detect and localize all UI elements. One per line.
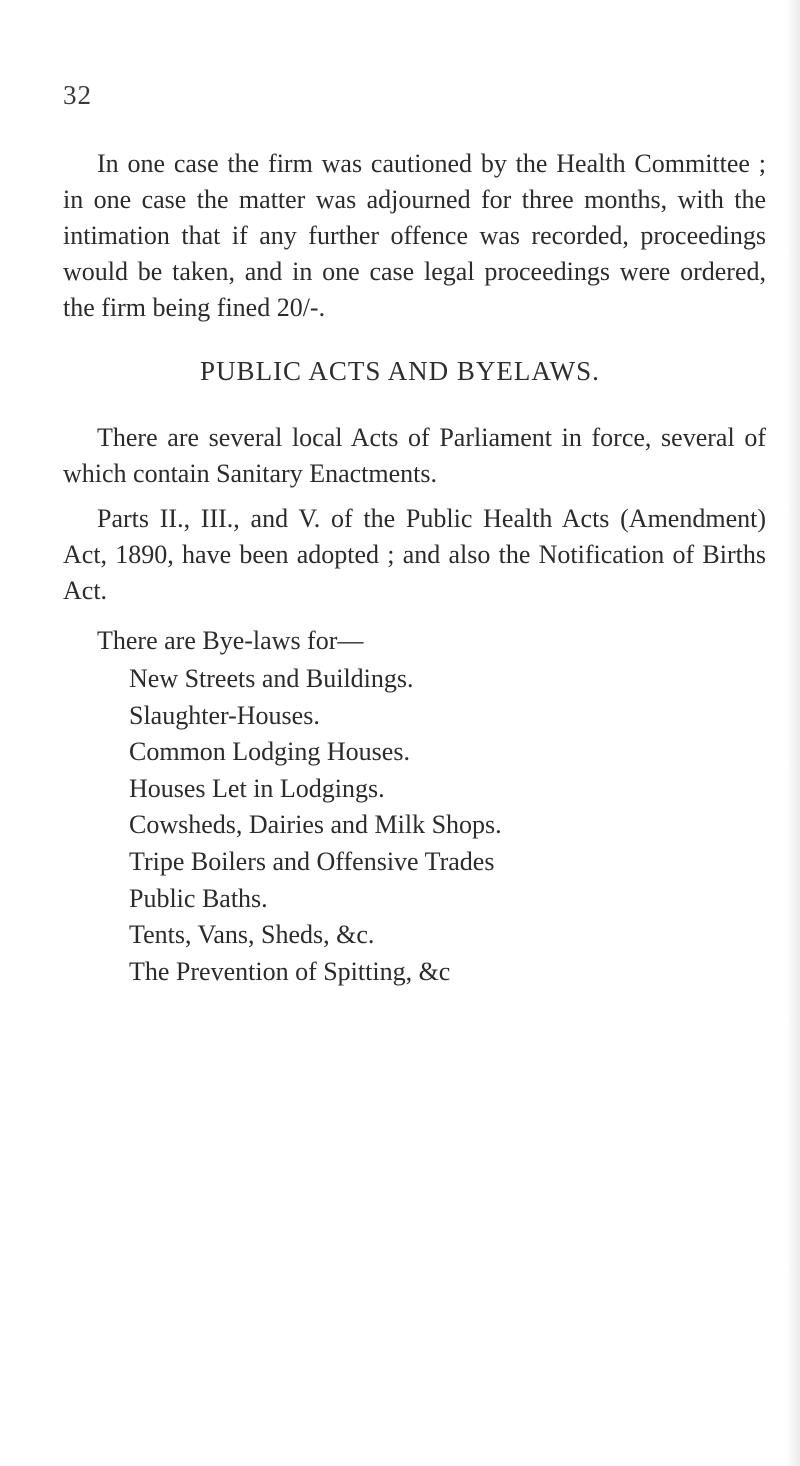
list-item: Cowsheds, Dairies and Milk Shops. <box>129 810 502 840</box>
list-item: The Prevention of Spitting, &c <box>129 956 451 986</box>
list-item: Houses Let in Lodgings. <box>129 773 385 803</box>
list-item: Public Baths. <box>129 883 268 913</box>
list-item: Tripe Boilers and Offensive Trades <box>129 846 495 876</box>
page-number: 32 <box>63 80 92 110</box>
scan-edge <box>786 0 800 1466</box>
list-item: New Streets and Buildings. <box>129 664 414 693</box>
paragraph-public-health-acts <box>63 501 766 609</box>
section-heading: PUBLIC ACTS AND BYELAWS. <box>200 356 600 386</box>
list-item: Slaughter-Houses. <box>129 700 320 730</box>
list-item: Common Lodging Houses. <box>129 737 410 767</box>
list-item: Tents, Vans, Sheds, &c. <box>129 920 375 950</box>
paragraph-text: In one case the firm was cautioned by the Health Committee ; in one case the matter was adjourned for three months, with the intimation that if any further offence was recorded, proceedings would be taken, and in one case legal proceedings were ordered, the firm being fined 20/-. <box>63 149 766 322</box>
paragraph-firm-cautioned <box>63 146 766 326</box>
byelaws-list <box>129 661 502 990</box>
paragraph-local-acts <box>63 420 766 492</box>
byelaws-intro: There are Bye-laws for— <box>97 626 364 655</box>
paragraph-text: There are several local Acts of Parliament in force, several of which contain Sanitary Enactments. <box>63 423 766 488</box>
paragraph-text: Parts II., III., and V. of the Public Health Acts (Amendment) Act, 1890, have been adopted ; and also the Notification of Births Act. <box>63 504 766 605</box>
